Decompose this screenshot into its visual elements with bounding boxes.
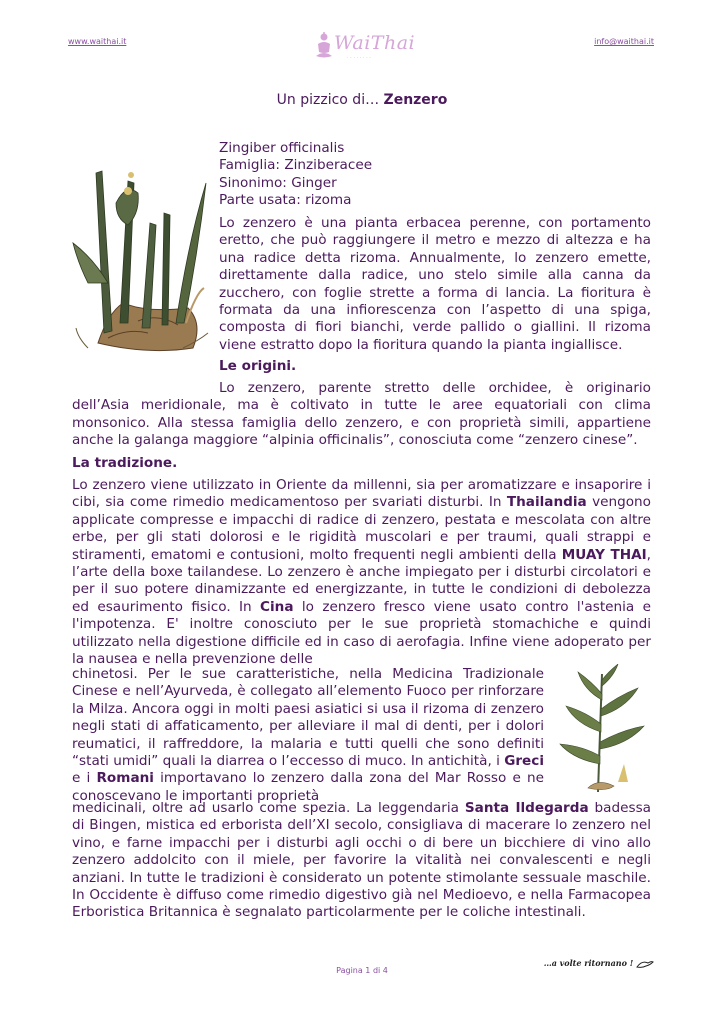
page-title (0, 92, 724, 108)
ginger-leaves-illustration (558, 664, 646, 792)
title-prefix: Un pizzico di… (276, 92, 380, 108)
text-run: lo zenzero fresco viene usato contro l'astenia e l'impotenza. E' inoltre conosciuto per le sue proprietà stomachiche e quindi utilizzato nella digestione difficile ed in caso di aerofagia. Infine viene adoperato per la nausea e nella prevenzione delle (72, 598, 651, 668)
highlight-romani: Romani (96, 770, 154, 787)
text-run: e i (72, 770, 97, 787)
website-link[interactable]: www.waithai.it (68, 37, 127, 46)
logo-text: WaiThai (334, 32, 416, 54)
origins-heading: Le origini. (219, 358, 297, 374)
waithai-logo (314, 30, 414, 64)
fact-family: Famiglia: Zinziberacee (219, 157, 373, 174)
botanical-facts (219, 140, 372, 210)
highlight-santa-ildegarda: Santa Ildegarda (464, 800, 589, 816)
text-run: importavano lo zenzero dalla zona del Mar Rosso e ne conoscevano le importanti proprietà (72, 770, 544, 804)
origins-paragraph: Lo zenzero, parente stretto delle orchidee, è originario dell’Asia meridionale, ma è coltivato in tutte le aree equatoriali con clima monsonico. Alla stessa famiglia dello zenzero, e con proprietà simili, appartiene anche la galanga maggiore “alpinia officinalis”, conosciuta come “zenzero cinese”. (72, 380, 651, 449)
logo-tagline-decoration: · · · · · · · · (347, 55, 371, 61)
highlight-muay-thai: MUAY THAI (561, 546, 647, 563)
page-number: Pagina 1 di 4 (336, 966, 388, 975)
highlight-greci: Greci (504, 753, 544, 770)
fact-scientific-name: Zingiber officinalis (219, 140, 345, 156)
email-link[interactable]: info@waithai.it (594, 37, 654, 46)
text-run: badessa di Bingen, mistica ed erborista dell’XI secolo, consigliava di macerare lo zenzero nel vino, e farne impacchi per i disturbi agli occhi o di bere un bicchiere di vino allo zenzero addolcito con il miele, per favorire la vitalità nei convalescenti e negli anziani. In tutte le tradizioni è considerato un potente stimolante sessuale maschile. In Occidente è diffuso come rimedio digestivo già nel Medioevo, e nella Farmacopea Erboristica Britannica è segnalato particolarmente per le coliche intestinali. (72, 800, 651, 921)
fact-synonym: Sinonimo: Ginger (219, 174, 337, 191)
tradition-paragraph-1 (72, 477, 651, 668)
tradition-heading: La tradizione. (72, 455, 178, 471)
text-run: chinetosi. Per le sue caratteristiche, nella Medicina Tradizionale Cinese e nell’Ayurveda, è collegato all’elemento Fuoco per rinforzare la Milza. Ancora oggi in molti paesi asiatici si usa il rizoma di zenzero negli stati di affaticamento, per alleviare il mal di denti, per i dolori reumatici, il raffreddore, la malaria e tutti quelli che sono definiti “stati umidi” quali la diarrea o l’eccesso di muco. In antichità, i (72, 666, 544, 770)
signature-text: …a volte ritornano ! (543, 958, 634, 968)
dragon-icon (636, 959, 654, 969)
text-run: , l’arte della boxe tailandese. Lo zenzero è anche impiegato per i disturbi circolatori e per il suo potere dinamizzante ed energizzante, in tutte le condizioni di debolezza ed esaurimento fisico. In (72, 546, 651, 615)
tradition-paragraph-3 (72, 800, 651, 922)
intro-paragraph: Lo zenzero è una pianta erbacea perenne, con portamento eretto, che può raggiungere il metro e mezzo di altezza e ha una radice detta rizoma. Annualmente, lo zenzero emette, direttamente dalla radice, uno stelo simile alla canna da zucchero, con foglie strette a forma di lancia. La fioritura è formata da una infiorescenza con l’aspetto di una spiga, composta di fiori bianchi, verde pallido o giallini. Il rizoma viene estratto dopo la fioritura quando la pianta ingiallisce. (219, 215, 651, 353)
highlight-thailandia: Thailandia (506, 494, 587, 511)
text-run: medicinali, oltre ad usarlo come spezia. La leggendaria (72, 800, 465, 816)
fact-part-used: Parte usata: rizoma (219, 192, 352, 209)
tradition-paragraph-2 (72, 666, 544, 805)
text-run: vengono applicate compresse e impacchi di radice di zenzero, pestata e mescolata con altre erbe, per gli stati dolorosi e le rigidità muscolari e per traumi, quali strappi e stiramenti, ematomi e contusioni, molto frequenti negli ambienti della (72, 494, 651, 563)
buddha-icon (314, 32, 334, 60)
title-subject: Zenzero (383, 92, 448, 108)
footer-signature (544, 958, 654, 969)
highlight-cina: Cina (260, 598, 294, 615)
ginger-plant-illustration (68, 163, 212, 355)
text-run: Lo zenzero viene utilizzato in Oriente da millenni, sia per aromatizzare e insaporire i cibi, sia come rimedio medicamentoso per svariati disturbi. In (72, 477, 651, 511)
